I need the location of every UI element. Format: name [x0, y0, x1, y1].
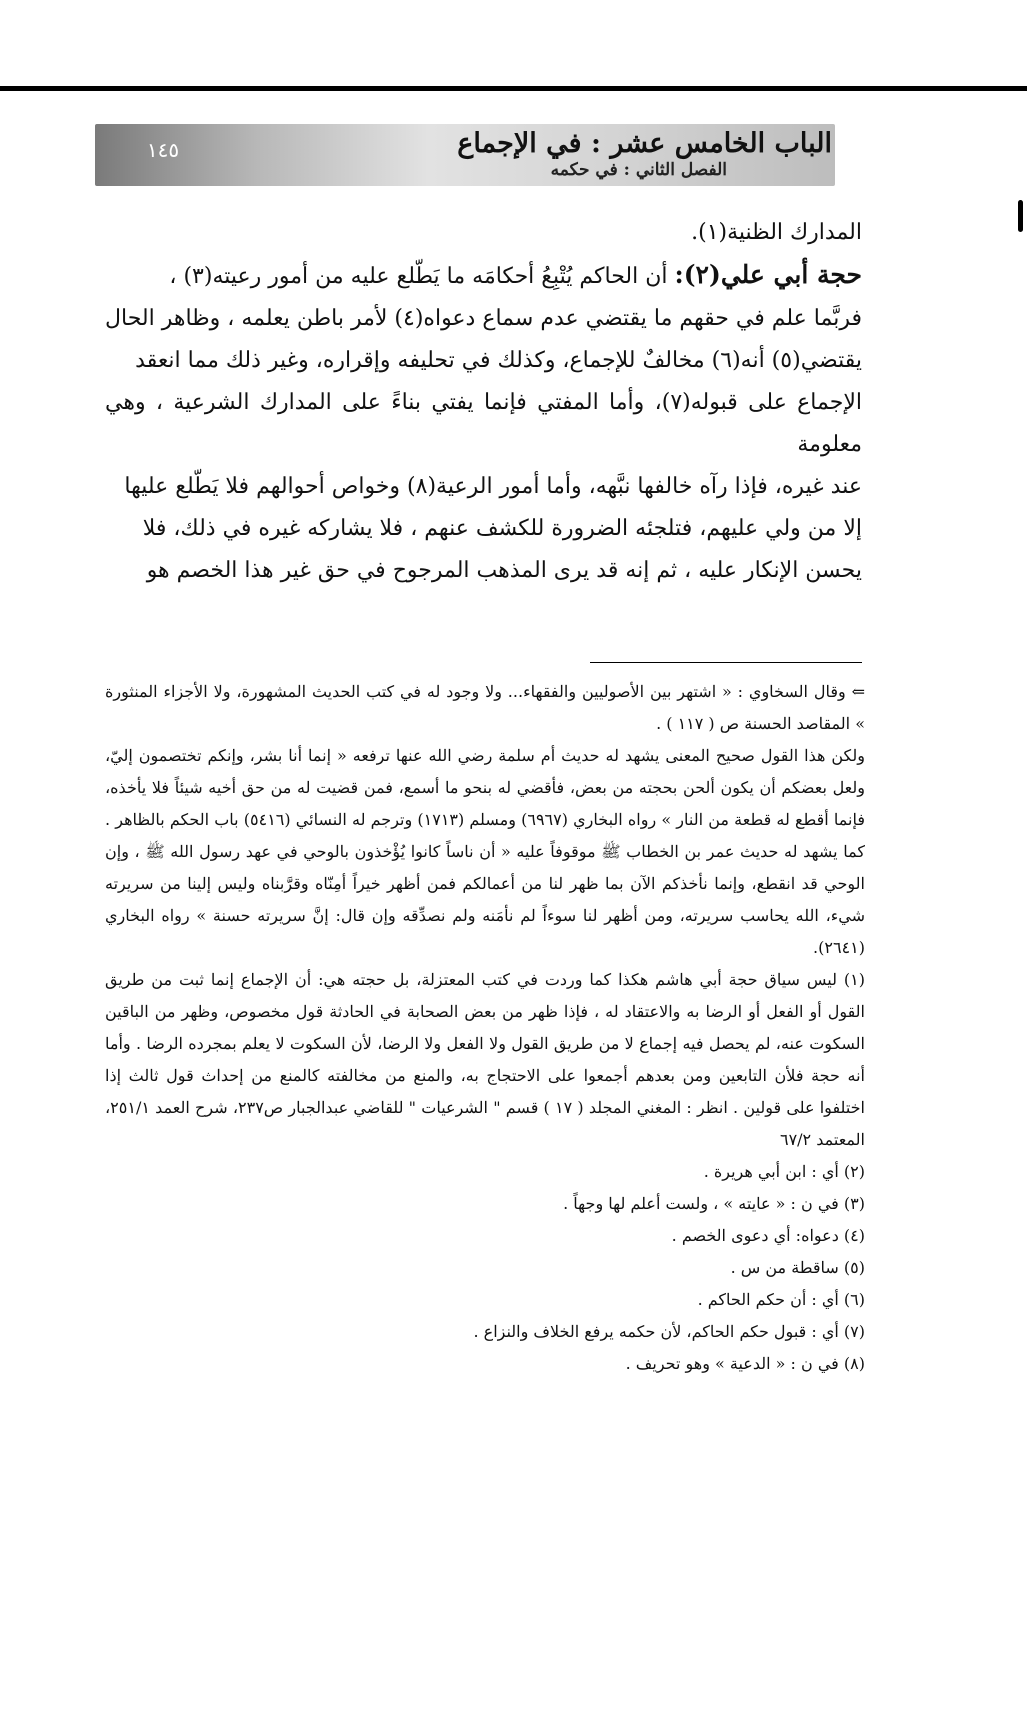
footnote-continuation: ⇐ وقال السخاوي : « اشتهر بين الأصوليين والفقهاء... ولا وجود له في كتب الحديث المشهورة، ولا الأجزاء المنثورة » المقاصد الحسنة ص ( ١١٧ ) . — [105, 682, 865, 733]
footnote-5: (٥) ساقطة من س . — [730, 1258, 865, 1277]
footnote-7: (٧) أي : قبول حكم الحاكم، لأن حكمه يرفع الخلاف والنزاع . — [473, 1322, 865, 1341]
main-text-body — [105, 212, 862, 592]
main-text-line — [105, 254, 862, 298]
margin-mark — [1018, 200, 1023, 232]
section-title: الفصل الثاني : في حكمه — [550, 160, 727, 180]
main-text-span: أن الحاكم يُتْبِعُ أحكامَه ما يَطّلع عليه من أمور رعيته(٣) ، — [169, 264, 675, 289]
footnote-8: (٨) في ن : « الدعية » وهو تحريف . — [625, 1354, 865, 1373]
footnote-separator — [590, 662, 862, 663]
argument-heading: حجة أبي علي(٢): — [674, 260, 862, 289]
main-text-line: عند غيره، فإذا رآه خالفها نبَّهه، وأما أمور الرعية(٨) وخواص أحوالهم فلا يَطّلع عليها — [124, 474, 862, 499]
footnote-continuation: ولكن هذا القول صحيح المعنى يشهد له حديث أم سلمة رضي الله عنها ترفعه « إنما أنا بشر، وإنكم تختصمون إليّ، ولعل بعضكم أن يكون ألحن بحجته من بعض، فأقضي له بنحو ما أسمع، فمن قضيت له من حق أخيه شيئاً فلا يأخذه، فإنما أقطع له قطعة من النار » رواه البخاري (٦٩٦٧) ومسلم (١٧١٣) وترجم له النسائي (٥٤١٦) باب الحكم بالظاهر . كما يشهد له حديث عمر بن الخطاب ﷺ موقوفاً عليه « أن ناساً كانوا يُؤْخذون بالوحي في عهد رسول الله ﷺ ، وإن الوحي قد انقطع، وإنما نأخذكم الآن بما ظهر لنا من أعمالكم فمن أظهر خيراً أمِنّاه وقرَّبناه وليس إلينا من سريرته شيء، الله يحاسب سريرته، ومن أظهر لنا سوءاً لم نأمَنه ولم نصدِّقه وإن قال: إنَّ سريرته حسنة » رواه البخاري (٢٦٤١). — [105, 746, 866, 957]
main-text-line: إلا من ولي عليهم، فتلجئه الضرورة للكشف عنهم ، فلا يشاركه غيره في ذلك، فلا — [142, 516, 862, 541]
top-rule — [0, 86, 1027, 91]
footnote-1: (١) ليس سياق حجة أبي هاشم هكذا كما وردت في كتب المعتزلة، بل حجته هي: أن الإجماع إنما ثبت من طريق القول أو الفعل أو الرضا به والاعتقاد له ، فإذا ظهر من بعض الصحابة في الحادثة قول مخصوص، وظهر من الباقين السكوت عنه، لم يحصل فيه إجماع لا من طريق القول ولا الفعل ولا الرضا، لأن السكوت لا يعلم بمجرده الرضا . وأما أنه حجة فلأن التابعين ومن بعدهم أجمعوا على الاحتجاج به، والمنع من مخالفته كالمنع من إحداث قول ثالث إذا اختلفوا على قولين . انظر : المغني المجلد ( ١٧ ) قسم " الشرعيات " للقاضي عبدالجبار ص٢٣٧، شرح العمد ٢٥١/١، المعتمد ٦٧/٢ — [105, 970, 866, 1149]
footnote-2: (٢) أي : ابن أبي هريرة . — [703, 1162, 865, 1181]
main-text-line: المدارك الظنية(١). — [691, 220, 862, 245]
main-text-line: الإجماع على قبوله(٧)، وأما المفتي فإنما يفتي بناءً على المدارك الشرعية ، وهي معلومة — [105, 390, 862, 457]
footnote-6: (٦) أي : أن حكم الحاكم . — [697, 1290, 865, 1309]
main-text-line: يقتضي(٥) أنه(٦) مخالفٌ للإجماع، وكذلك في تحليفه وإقراره، وغير ذلك مما انعقد — [135, 348, 862, 373]
main-text-line: فربَّما علم في حقهم ما يقتضي عدم سماع دعواه(٤) لأمر باطن يعلمه ، وظاهر الحال — [105, 306, 862, 331]
footnote-4: (٤) دعواه: أي دعوى الخصم . — [671, 1226, 865, 1245]
main-text-line: يحسن الإنكار عليه ، ثم إنه قد يرى المذهب المرجوح في حق غير هذا الخصم هو — [146, 558, 862, 583]
chapter-title: الباب الخامس عشر : في الإجماع — [457, 128, 832, 159]
page-number: ١٤٥ — [146, 138, 180, 162]
footnotes — [105, 676, 865, 1380]
footnote-3: (٣) في ن : « عايته » ، ولست أعلم لها وجهاً . — [563, 1194, 865, 1213]
